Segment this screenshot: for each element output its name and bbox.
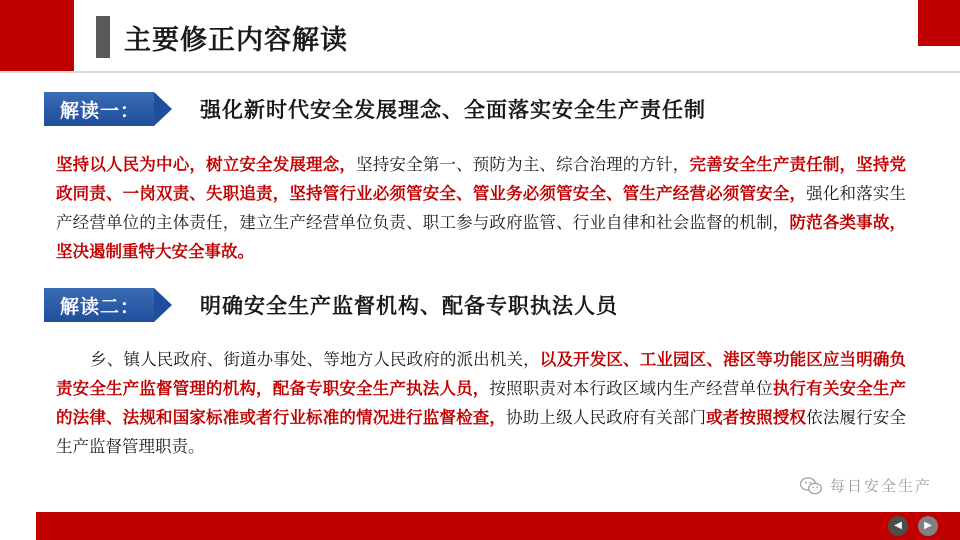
paragraph-run: 按照职责对本行政区域内生产经营单位 (489, 379, 773, 398)
header-divider (0, 71, 960, 73)
watermark (800, 475, 932, 496)
page-title: 主要修正内容解读 (124, 25, 348, 55)
header-bar (0, 0, 960, 72)
paragraph-run: 乡、镇人民政府、街道办事处、等地方人民政府的派出机关， (90, 350, 540, 369)
footer-bar (0, 512, 960, 540)
section-one-badge-arrow-icon (154, 92, 172, 126)
section-two-badge-arrow-icon (154, 288, 172, 322)
section-two (0, 288, 960, 322)
paragraph-highlight-run: 完善安全生产责任制，坚持党政同责、一岗双责、失职追责，坚持管行业必须管安全、管业务必须管安全、管生产经营必须管安全， (56, 155, 907, 203)
section-one-badge (44, 92, 154, 126)
footer-accent-left (0, 512, 36, 540)
paragraph-highlight-run: 防范各类事故，坚决遏制重特大安全事故。 (56, 213, 907, 261)
wechat-icon (800, 477, 822, 495)
watermark-label: 每日安全生产 (829, 478, 932, 495)
header-accent-right (918, 0, 960, 46)
section-one-banner (0, 92, 960, 126)
section-two-banner (0, 288, 960, 322)
paragraph-run: 协助上级人民政府有关部门 (506, 408, 707, 427)
section-one-paragraph (56, 150, 906, 266)
paragraph-highlight-run: 或者按照授权 (706, 408, 807, 427)
header-accent-left (0, 0, 74, 72)
section-two-paragraph (56, 345, 906, 461)
paragraph-highlight-run: 执行有关安全生产的法律、法规和国家标准或者行业标准的情况进行监督检查， (56, 379, 907, 427)
prev-slide-button[interactable]: ◀ (888, 516, 908, 536)
paragraph-run: 强化和落实生产经营单位的主体责任，建立生产经营单位负责、职工参与政府监管、行业自律和社会监督的机制， (56, 184, 907, 232)
section-one-heading: 强化新时代安全发展理念、全面落实安全生产责任制 (200, 99, 706, 122)
section-two-heading: 明确安全生产监督机构、配备专职执法人员 (200, 295, 618, 318)
slide-navigation[interactable] (888, 516, 938, 536)
paragraph-run: 依法履行安全生产监督管理职责。 (56, 408, 907, 456)
paragraph-highlight-run: 坚持以人民为中心，树立安全发展理念， (56, 155, 357, 174)
section-two-badge-label: 解读二： (60, 296, 141, 318)
section-one (0, 92, 960, 126)
paragraph-highlight-run: 以及开发区、工业园区、港区等功能区应当明确负责安全生产监督管理的机构，配备专职安全生产执法人员， (56, 350, 907, 398)
section-two-badge (44, 288, 154, 322)
paragraph-run: 坚持安全第一、预防为主、综合治理的方针， (356, 155, 690, 174)
header-title-marker (96, 16, 110, 58)
section-one-badge-label: 解读一： (60, 100, 141, 122)
next-slide-button[interactable]: ▶ (918, 516, 938, 536)
